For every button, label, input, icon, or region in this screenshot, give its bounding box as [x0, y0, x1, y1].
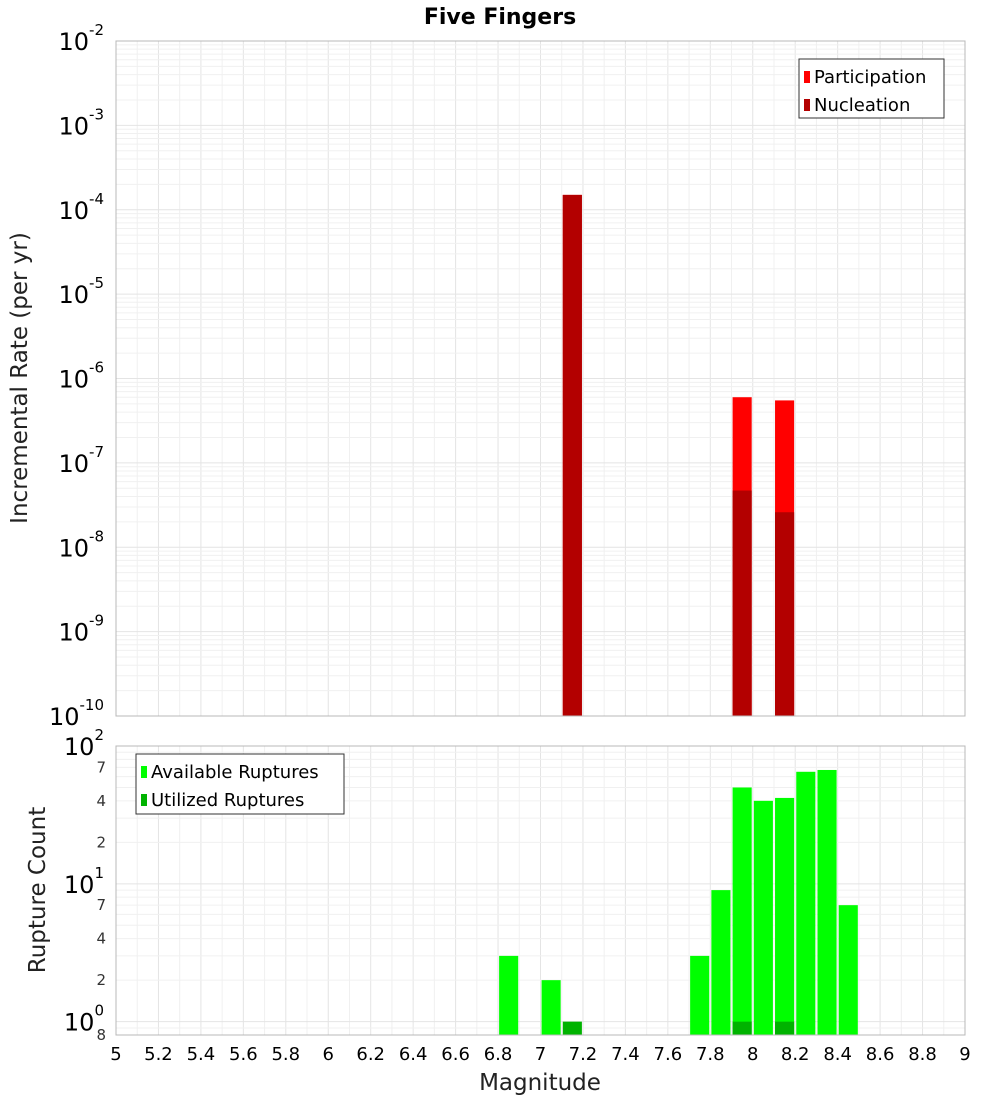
- x-tick-label: 8.6: [865, 1044, 895, 1065]
- y-minor-tick-label: 2: [96, 833, 106, 852]
- x-tick-label: 8: [747, 1044, 759, 1065]
- bar-available-ruptures: [733, 787, 752, 1035]
- bar-available-ruptures: [817, 770, 836, 1035]
- legend-swatch: [141, 794, 147, 806]
- legend-swatch: [804, 71, 810, 83]
- top-plot-grid: [116, 41, 965, 716]
- chart-title: Five Fingers: [423, 5, 577, 30]
- x-tick-label: 8.2: [780, 1044, 810, 1065]
- top-plot-bars: [563, 195, 794, 716]
- bar-utilized-ruptures: [775, 1022, 794, 1035]
- x-tick-label: 5: [110, 1044, 122, 1065]
- x-tick-label: 6.4: [398, 1044, 428, 1065]
- legend-swatch: [141, 766, 147, 778]
- x-tick-label: 7.6: [653, 1044, 683, 1065]
- bar-nucleation: [775, 512, 794, 716]
- y-minor-tick-label: 8: [96, 1026, 106, 1044]
- y-tick-label: 10-9: [58, 611, 104, 647]
- bar-available-ruptures: [499, 956, 518, 1035]
- x-tick-label: 6.2: [356, 1044, 386, 1065]
- bar-available-ruptures: [839, 905, 858, 1035]
- y-tick-label: 10-5: [58, 274, 104, 310]
- top-y-axis-title: Incremental Rate (per yr): [7, 232, 33, 524]
- bar-available-ruptures: [690, 956, 709, 1035]
- bottom-legend: [136, 754, 344, 814]
- x-tick-label: 6.8: [483, 1044, 513, 1065]
- x-tick-label: 5.4: [186, 1044, 216, 1065]
- x-tick-label: 7.8: [695, 1044, 725, 1065]
- x-axis-ticks: [110, 1044, 970, 1065]
- y-minor-tick-label: 4: [96, 929, 106, 948]
- bar-available-ruptures: [775, 798, 794, 1035]
- x-tick-label: 7: [534, 1044, 547, 1065]
- bar-utilized-ruptures: [733, 1022, 752, 1035]
- y-tick-label: 10-7: [58, 442, 104, 478]
- x-tick-label: 5.6: [229, 1044, 258, 1065]
- x-tick-label: 5.2: [144, 1044, 173, 1065]
- x-tick-label: 9: [959, 1044, 971, 1065]
- bar-available-ruptures: [754, 801, 773, 1035]
- x-axis-title: Magnitude: [479, 1070, 601, 1096]
- bottom-y-axis-title: Rupture Count: [25, 806, 51, 974]
- y-minor-tick-label: 7: [96, 896, 106, 915]
- y-minor-tick-label: 7: [96, 758, 106, 777]
- legend-label: Available Ruptures: [151, 762, 319, 783]
- y-tick-label: 10-4: [58, 189, 104, 225]
- legend-label: Participation: [814, 67, 927, 88]
- x-tick-label: 7.2: [568, 1044, 598, 1065]
- y-tick-label: 10-10: [48, 696, 104, 731]
- x-tick-label: 8.8: [908, 1044, 937, 1065]
- bar-nucleation: [733, 491, 752, 716]
- bottom-y-axis-ticks: [64, 726, 106, 1044]
- x-tick-label: 6.6: [441, 1044, 470, 1065]
- bar-available-ruptures: [711, 890, 730, 1035]
- bar-available-ruptures: [542, 980, 561, 1035]
- y-tick-label: 10-3: [58, 105, 104, 141]
- x-tick-label: 5.8: [271, 1044, 301, 1065]
- x-tick-label: 6: [322, 1044, 334, 1065]
- y-tick-label: 10-8: [58, 527, 104, 563]
- legend-swatch: [804, 99, 810, 111]
- x-tick-label: 7.4: [611, 1044, 640, 1065]
- y-tick-label: 102: [63, 726, 104, 761]
- legend-label: Utilized Ruptures: [151, 790, 305, 811]
- y-tick-label: 101: [63, 863, 104, 899]
- bar-nucleation: [563, 195, 582, 716]
- bar-utilized-ruptures: [563, 1022, 582, 1035]
- x-tick-label: 8.4: [823, 1044, 852, 1065]
- y-minor-tick-label: 4: [96, 791, 106, 810]
- legend-label: Nucleation: [814, 95, 911, 116]
- top-legend: [799, 59, 944, 118]
- bottom-plot-bars: [499, 770, 858, 1035]
- y-minor-tick-label: 2: [96, 971, 106, 990]
- y-tick-label: 10-6: [58, 358, 104, 394]
- y-tick-label: 10-2: [58, 21, 104, 56]
- top-y-axis-ticks: [49, 21, 104, 731]
- y-tick-label: 100: [63, 1001, 104, 1037]
- bar-available-ruptures: [796, 772, 815, 1035]
